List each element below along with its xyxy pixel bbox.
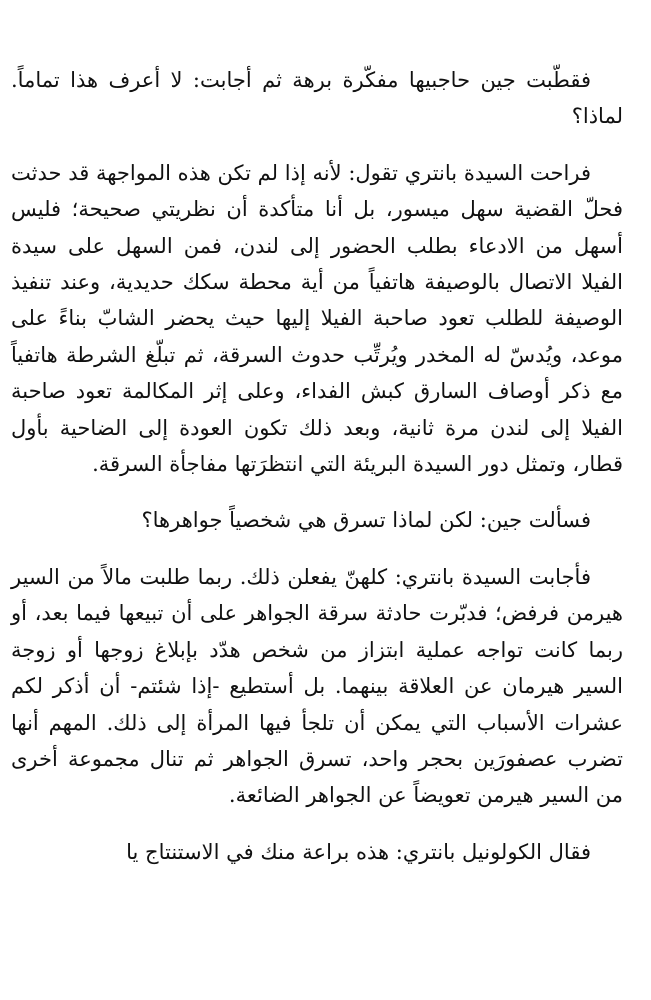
book-page: [11, 62, 623, 870]
paragraph-bantry-reply: فأجابت السيدة بانتري: كلهنّ يفعلن ذلك. ربما طلبت مالاً من السير هيرمن فرفض؛ فدبّرت حادثة سرقة الجواهر على أن تبيعها فيما بعد، أو ربما كانت تواجه عملية ابتزاز من شخص هدّد بإبلاغ زوجها أو زوجة السير هيرمان عن العلاقة بينهما. بل أستطيع -إذا شئتم- أن أذكر لكم عشرات الأسباب التي يمكن أن تلجأ فيها المرأة إلى ذلك. المهم أنها تضرب عصفورَين بحجر واحد، تسرق الجواهر ثم تنال مجموعة أخرى من السير هيرمن تعويضاً عن الجواهر الضائعة.: [11, 564, 623, 808]
paragraph-colonel-remark: فقال الكولونيل بانتري: هذه براعة منك في الاستنتاج يا: [126, 839, 591, 864]
paragraph-jane-question: فسألت جين: لكن لماذا تسرق هي شخصياً جواهرها؟: [141, 508, 591, 533]
paragraph-bantry-theory: فراحت السيدة بانتري تقول: لأنه إذا لم تكن هذه المواجهة قد حدثت فحلّ القضية سهل ميسور، بل أنا متأكدة أن نظريتي صحيحة؛ فليس أسهل من الادعاء بطلب الحضور إلى لندن، فمن السهل على سيدة الفيلا الاتصال بالوصيفة هاتفياً من أية محطة سكك حديدية، وعند تنفيذ الوصيفة للطلب تعود صاحبة الفيلا إليها حيث يحضر الشابّ بناءً على موعد، ويُدسّ له المخدر ويُرتِّب حدوث السرقة، ثم تبلّغ الشرطة هاتفياً مع ذكر أوصاف السارق كبش الفداء، وعلى إثر المكالمة تعود صاحبة الفيلا إلى لندن مرة ثانية، وبعد ذلك تكون العودة إلى الضاحية بأول قطار، وتمثل دور السيدة البريئة التي انتظرَتها مفاجأة السرقة.: [11, 160, 623, 477]
paragraph-jane-answer: فقطّبت جين حاجبيها مفكّرة برهة ثم أجابت: لا أعرف هذا تماماً. لماذا؟: [11, 68, 623, 129]
